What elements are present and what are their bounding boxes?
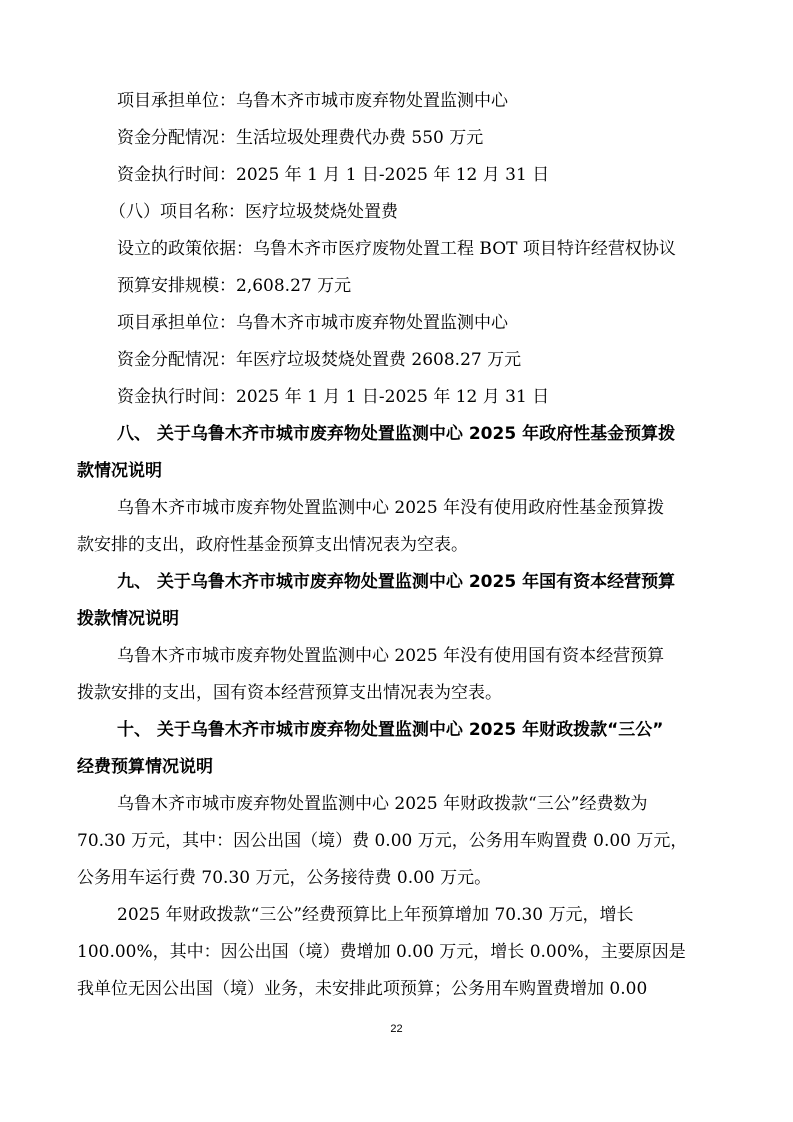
text-line: 乌鲁木齐市城市废弃物处置监测中心 2025 年没有使用政府性基金预算拨 xyxy=(117,498,665,518)
text-line: 100.00%，其中：因公出国（境）费增加 0.00 万元，增长 0.00%，主要原因是 xyxy=(77,942,686,962)
text-line: 拨款安排的支出，国有资本经营预算支出情况表为空表。 xyxy=(77,683,502,703)
page-number: 22 xyxy=(390,1023,403,1035)
text-line: 70.30 万元，其中：因公出国（境）费 0.00 万元，公务用车购置费 0.00 万元， xyxy=(77,831,688,851)
text-line: 资金执行时间：2025 年 1 月 1 日-2025 年 12 月 31 日 xyxy=(117,165,550,185)
text-line: 设立的政策依据：乌鲁木齐市医疗废物处置工程 BOT 项目特许经营权协议 xyxy=(117,239,676,259)
text-line: 公务用车运行费 70.30 万元，公务接待费 0.00 万元。 xyxy=(77,868,492,888)
section-heading: 八、 关于乌鲁木齐市城市废弃物处置监测中心 2025 年政府性基金预算拨 xyxy=(117,424,676,444)
text-line: （八）项目名称：医疗垃圾焚烧处置费 xyxy=(109,202,398,222)
section-heading: 十、 关于乌鲁木齐市城市废弃物处置监测中心 2025 年财政拨款“三公” xyxy=(117,720,664,740)
text-line: 款安排的支出，政府性基金预算支出情况表为空表。 xyxy=(77,535,468,555)
section-heading: 经费预算情况说明 xyxy=(77,757,213,777)
text-line: 项目承担单位：乌鲁木齐市城市废弃物处置监测中心 xyxy=(117,313,508,333)
text-line: 2025 年财政拨款“三公”经费预算比上年预算增加 70.30 万元，增长 xyxy=(117,905,634,925)
text-line: 乌鲁木齐市城市废弃物处置监测中心 2025 年没有使用国有资本经营预算 xyxy=(117,646,665,666)
text-line: 资金执行时间：2025 年 1 月 1 日-2025 年 12 月 31 日 xyxy=(117,387,550,407)
text-line: 资金分配情况：生活垃圾处理费代办费 550 万元 xyxy=(117,128,484,148)
text-line: 资金分配情况：年医疗垃圾焚烧处置费 2608.27 万元 xyxy=(117,350,522,370)
text-line: 预算安排规模：2,608.27 万元 xyxy=(117,276,352,296)
section-heading: 款情况说明 xyxy=(77,461,162,481)
section-heading: 九、 关于乌鲁木齐市城市废弃物处置监测中心 2025 年国有资本经营预算 xyxy=(117,572,676,592)
text-line: 项目承担单位：乌鲁木齐市城市废弃物处置监测中心 xyxy=(117,91,508,111)
text-line: 乌鲁木齐市城市废弃物处置监测中心 2025 年财政拨款“三公”经费数为 xyxy=(117,794,648,814)
text-line: 我单位无因公出国（境）业务，未安排此项预算；公务用车购置费增加 0.00 xyxy=(77,979,648,999)
section-heading: 拨款情况说明 xyxy=(77,609,179,629)
